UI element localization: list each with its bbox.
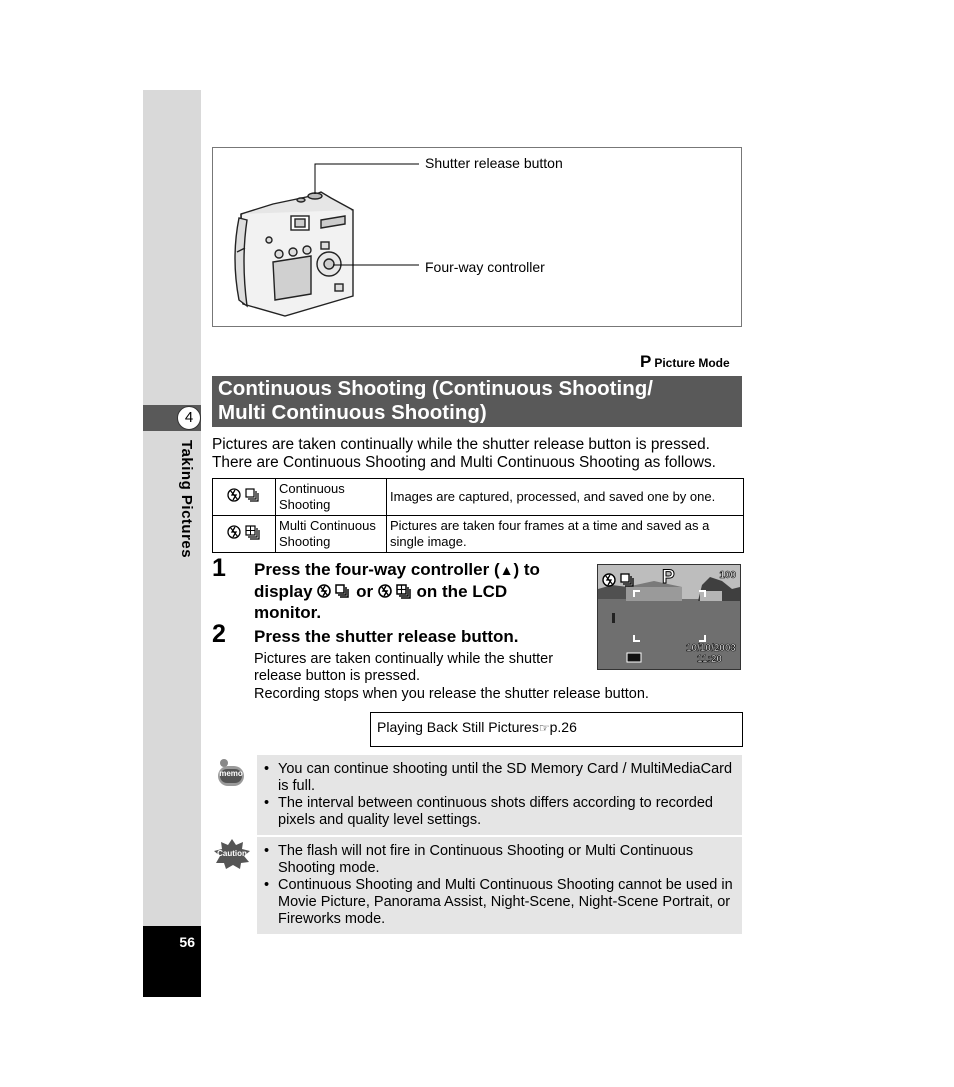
continuous-shooting-icon	[317, 583, 351, 599]
memo-icon	[214, 757, 246, 794]
chapter-title: Taking Pictures	[178, 440, 195, 559]
lcd-date: 10/10/2003	[685, 643, 736, 654]
camera-illustration	[213, 148, 741, 326]
section-heading-line2: Multi Continuous Shooting)	[218, 401, 487, 424]
list-item: • You can continue shooting until the SD Memory Card / MultiMediaCard is full.	[278, 761, 734, 795]
step-1-text-or: or	[356, 582, 374, 601]
picture-mode-letter: P	[640, 352, 652, 371]
mode-description: Pictures are taken four frames at a time and saved as a single image.	[387, 516, 744, 553]
reference-page: p.26	[549, 719, 577, 735]
memo-label: memo	[219, 769, 243, 778]
step-2-body-line3: Recording stops when you release the shutter release button.	[254, 686, 649, 702]
continuous-shooting-icon	[213, 479, 276, 516]
step-1-text-a: Press the four-way controller (	[254, 560, 500, 579]
caution-icon	[213, 838, 251, 875]
lcd-time: 11:20	[696, 654, 722, 665]
list-item: • The flash will not fire in Continuous Shooting or Multi Continuous Shooting mode.	[278, 843, 734, 877]
step-1-text-b: ) to	[513, 560, 540, 579]
picture-mode-label: Picture Mode	[654, 356, 730, 370]
multi-continuous-shooting-icon	[378, 583, 412, 599]
reference-text[interactable]	[377, 719, 577, 735]
callout-shutter-release-button: Shutter release button	[425, 155, 563, 171]
mode-indicator	[640, 352, 730, 372]
camera-figure	[212, 147, 742, 327]
step-2-number: 2	[212, 620, 226, 648]
memo-box	[257, 755, 742, 835]
chapter-number: 4	[177, 406, 201, 430]
lcd-preview	[597, 564, 741, 670]
mode-name: Continuous Shooting	[276, 479, 387, 516]
mode-description: Images are captured, processed, and saved one by one.	[387, 479, 744, 516]
table-row	[213, 516, 744, 553]
intro-line2: There are Continuous Shooting and Multi Continuous Shooting as follows.	[212, 454, 716, 471]
modes-table	[212, 478, 744, 553]
page-reference-icon: ☞	[538, 721, 550, 735]
step-1-number: 1	[212, 554, 226, 582]
caution-box	[257, 837, 742, 934]
step-1-text-e: monitor.	[254, 603, 322, 622]
step-1-text-c: display	[254, 582, 313, 601]
up-arrow-icon: ▲	[499, 562, 514, 578]
caution-label: Caution	[217, 849, 247, 858]
section-heading	[212, 376, 742, 427]
reference-label: Playing Back Still Pictures	[377, 719, 539, 735]
step-2-body-line2: release button is pressed.	[254, 668, 421, 684]
intro-line1: Pictures are taken continually while the shutter release button is pressed.	[212, 436, 710, 453]
reference-box	[370, 712, 743, 747]
step-1-text-d: on the LCD	[416, 582, 508, 601]
intro-paragraph	[212, 436, 752, 472]
list-item: • The interval between continuous shots differs according to recorded pixels and quality level settings.	[278, 795, 734, 829]
step-2-title: Press the shutter release button.	[254, 627, 519, 646]
mode-name: Multi Continuous Shooting	[276, 516, 387, 553]
section-heading-line1: Continuous Shooting (Continuous Shooting/	[218, 377, 653, 400]
step-1-instruction	[254, 559, 584, 623]
page-number: 56	[179, 934, 195, 950]
lcd-mode-letter: P	[662, 567, 675, 588]
table-row	[213, 479, 744, 516]
multi-continuous-shooting-icon	[213, 516, 276, 553]
step-2-body-line1: Pictures are taken continually while the shutter	[254, 651, 554, 667]
list-item: • Continuous Shooting and Multi Continuous Shooting cannot be used in Movie Picture, Panorama Assist, Night-Scene, Night-Scene Portrait, or Fireworks mode.	[278, 877, 734, 928]
callout-four-way-controller: Four-way controller	[425, 259, 545, 275]
lcd-shots-remaining: 100	[719, 570, 736, 581]
